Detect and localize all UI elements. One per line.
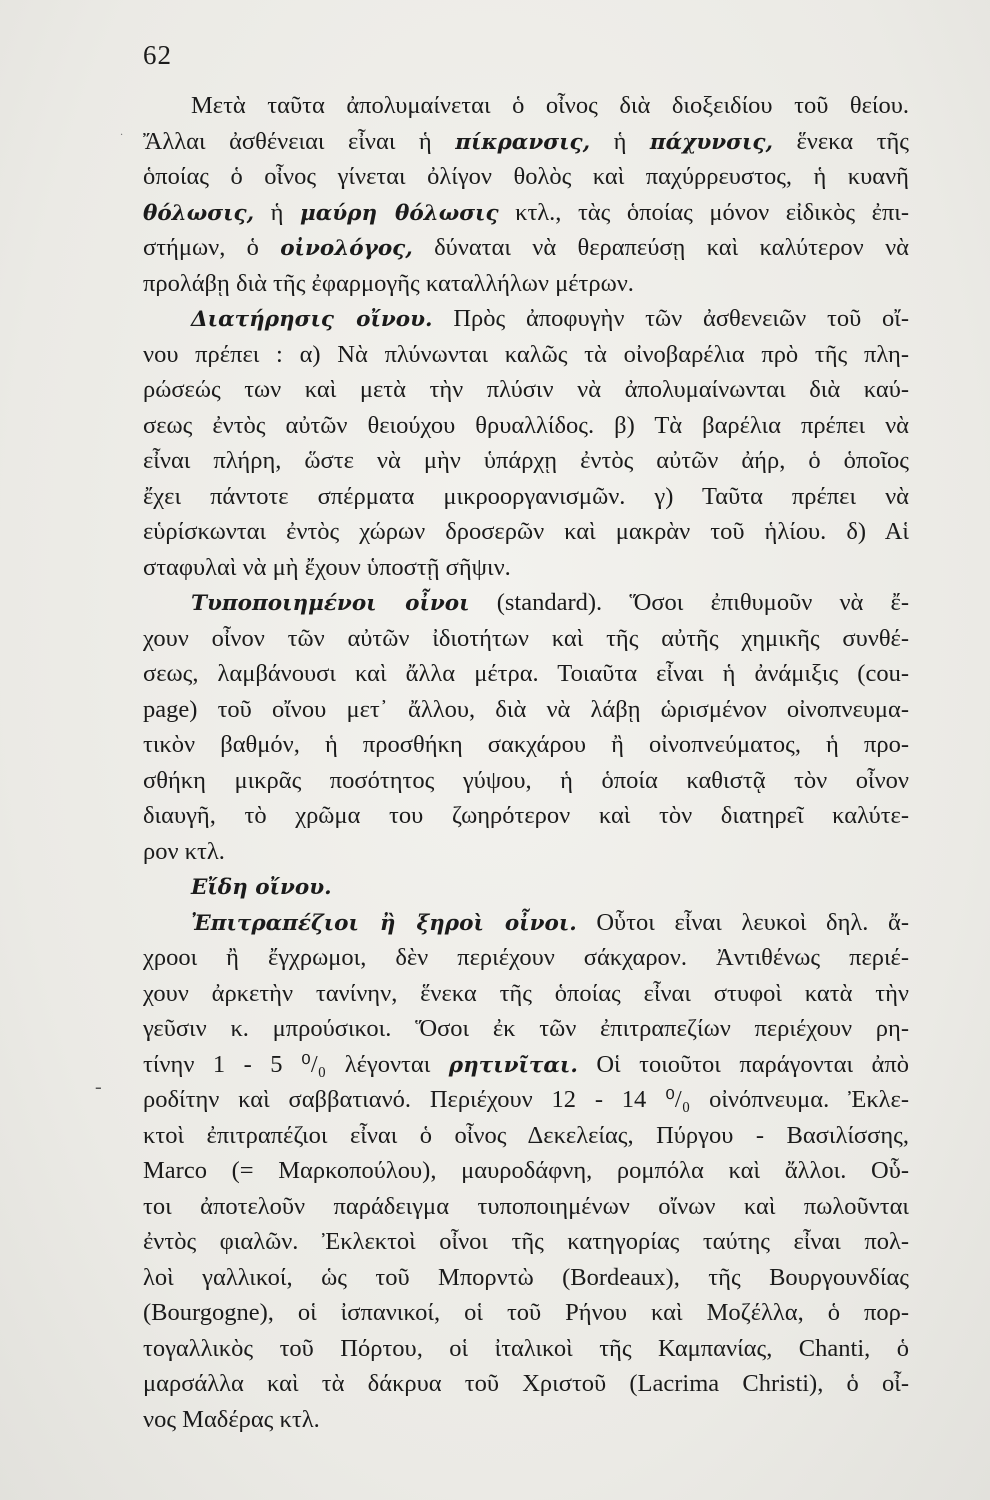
text-line: ρον κτλ.: [143, 837, 225, 865]
bold-term: Τυποποιημένοι οἶνοι: [191, 591, 470, 616]
bold-term: Εἴδη οἴνου.: [191, 875, 332, 900]
bold-term: πάχυνσις,: [649, 129, 774, 155]
text-line: εὑρίσκωνται ἐντὸς χώρων δροσερῶν καὶ μακρὰν τοῦ ἡλίου. δ) Αἱ: [143, 518, 909, 545]
text-line: νος Μαδέρας κτλ.: [143, 1405, 320, 1433]
text-segment: ἕνεκα τῆς: [773, 127, 909, 155]
text-segment: ἡ: [254, 198, 300, 226]
paper-speck: ·: [120, 130, 124, 141]
text-line: σεως ἐντὸς αὐτῶν θειούχου θρυαλλίδος. β) Τὰ βαρέλια πρέπει νὰ: [143, 411, 909, 439]
text-segment: Οὗτοι εἶναι λευκοὶ δηλ. ἄ-: [576, 908, 909, 936]
text-line: Μετὰ ταῦτα ἀπολυμαίνεται ὁ οἶνος διὰ διοξειδίου τοῦ θείου.: [191, 92, 909, 119]
text-line: (Bourgogne), οἱ ἰσπανικοί, οἱ τοῦ Ρήνου καὶ Μοζέλλα, ὁ πορ-: [143, 1299, 909, 1326]
text-line: χροοι ἢ ἔγχρωμοι, δὲν περιέχουν σάκχαρον. Ἀντιθένως περιέ-: [143, 944, 909, 971]
text-line: [143, 869, 909, 905]
text-line: σταφυλαὶ νὰ μὴ ἔχουν ὑποστῇ σῆψιν.: [143, 553, 511, 581]
text-line: ὁποίας ὁ οἶνος γίνεται ὀλίγον θολὸς καὶ παχύρρευστος, ἡ κυανῆ: [143, 163, 909, 190]
text-line: σεως, λαμβάνουσι καὶ ἄλλα μέτρα. Τοιαῦτα εἶναι ἡ ἀνάμιξις (cou-: [143, 660, 909, 687]
text-line: ροδίτην καὶ σαββατιανό. Περιέχουν 12 - 14 ⁰/₀ οἰνόπνευμα. Ἐκλε-: [143, 1086, 909, 1113]
bold-term: μαύρη θόλωσις: [299, 200, 499, 226]
text-line: τοι ἀποτελοῦν παράδειγμα τυποποιημένων οἴνων καὶ πωλοῦνται: [143, 1192, 909, 1220]
bold-term: ρητινῖται.: [448, 1052, 578, 1078]
text-line: [143, 124, 909, 160]
text-segment: Ἄλλαι ἀσθένειαι εἶναι ἡ: [143, 127, 456, 155]
text-line: μαρσάλλα καὶ τὰ δάκρυα τοῦ Χριστοῦ (Lacrima Christi), ὁ οἶ-: [143, 1370, 909, 1397]
text-line: κτοὶ ἐπιτραπέζιοι εἶναι ὁ οἶνος Δεκελείας, Πύργου - Βασιλίσσης,: [143, 1121, 909, 1149]
text-line: προλάβῃ διὰ τῆς ἐφαρμογῆς καταλλήλων μέτρων.: [143, 269, 634, 297]
text-line: [143, 585, 909, 621]
text-segment: ἡ: [590, 127, 650, 155]
text-line: γεῦσιν κ. μπρούσικοι. Ὅσοι ἐκ τῶν ἐπιτραπεζίων περιέχουν ρη-: [143, 1015, 909, 1042]
text-segment: Πρὸς ἀποφυγὴν τῶν ἀσθενειῶν τοῦ οἴ-: [432, 305, 909, 332]
text-line: [143, 230, 909, 266]
text-line: [143, 195, 909, 231]
bold-term: οἰνολόγος,: [280, 236, 413, 261]
bold-term: Ἐπιτραπέζιοι ἢ ξηροὶ οἶνοι.: [191, 910, 577, 936]
text-line: ρώσεώς των καὶ μετὰ τὴν πλύσιν νὰ ἀπολυμαίνωνται διὰ καύ-: [143, 376, 909, 403]
text-line: τογαλλικὸς τοῦ Πόρτου, οἱ ἰταλικοὶ τῆς Καμπανίας, Chanti, ὁ: [143, 1334, 909, 1362]
text-line: [143, 1047, 909, 1083]
text-line: [143, 905, 909, 941]
text-line: Marco (= Μαρκοπούλου), μαυροδάφνη, ρομπόλα καὶ ἄλλοι. Οὗ-: [143, 1157, 909, 1184]
text-segment: στήμων, ὁ: [143, 234, 281, 261]
text-line: ἐντὸς φιαλῶν. Ἐκλεκτοὶ οἶνοι τῆς κατηγορίας ταύτης εἶναι πολ-: [143, 1228, 909, 1255]
text-line: ἔχει πάντοτε σπέρματα μικροοργανισμῶν. γ) Ταῦτα πρέπει νὰ: [143, 482, 909, 510]
bold-term: θόλωσις,: [143, 200, 255, 226]
text-line: page) τοῦ οἴνου μετ᾽ ἄλλου, διὰ νὰ λάβῃ ὡρισμένον οἰνοπνευμα-: [143, 695, 909, 723]
text-line: νου πρέπει : α) Νὰ πλύνωνται καλῶς τὰ οἰνοβαρέλια πρὸ τῆς πλη-: [143, 340, 909, 368]
bold-term: πίκρανσις,: [455, 129, 591, 155]
text-segment: τίνην 1 - 5 ⁰/₀ λέγονται: [143, 1050, 449, 1078]
bold-term: Διατήρησις οἴνου.: [191, 307, 433, 332]
text-line: χουν ἀρκετὴν τανίνην, ἕνεκα τῆς ὁποίας εἶναι στυφοὶ κατὰ τὴν: [143, 979, 909, 1007]
text-line: χουν οἶνον τῶν αὐτῶν ἰδιοτήτων καὶ τῆς αὐτῆς χημικῆς συνθέ-: [143, 624, 909, 652]
text-segment: Οἱ τοιοῦτοι παράγονται ἀπὸ: [577, 1050, 909, 1078]
text-line: σθήκη μικρᾶς ποσότητος γύψου, ἡ ὁποία καθιστᾷ τὸν οἶνον: [143, 766, 909, 794]
text-segment: δύναται νὰ θεραπεύσῃ καὶ καλύτερον νὰ: [412, 234, 909, 261]
text-line: [143, 301, 909, 337]
text-segment: (standard). Ὅσοι ἐπιθυμοῦν νὰ ἔ-: [469, 589, 909, 616]
text-segment: κτλ., τὰς ὁποίας μόνον εἰδικὸς ἐπι-: [498, 198, 909, 226]
text-line: εἶναι πλήρη, ὥστε νὰ μὴν ὑπάρχῃ ἐντὸς αὐτῶν ἀήρ, ὁ ὁποῖος: [143, 447, 909, 474]
body-text: [143, 88, 909, 1437]
text-line: διαυγῆ, τὸ χρῶμα του ζωηρότερον καὶ τὸν διατηρεῖ καλύτε-: [143, 802, 909, 829]
text-line: λοὶ γαλλικοί, ὡς τοῦ Μπορντὼ (Bordeaux), τῆς Βουργουνδίας: [143, 1263, 909, 1291]
margin-mark: -: [95, 1076, 102, 1098]
page-number: 62: [143, 40, 172, 70]
text-line: τικὸν βαθμόν, ἡ προσθήκη σακχάρου ἢ οἰνοπνεύματος, ἡ προ-: [143, 731, 909, 758]
